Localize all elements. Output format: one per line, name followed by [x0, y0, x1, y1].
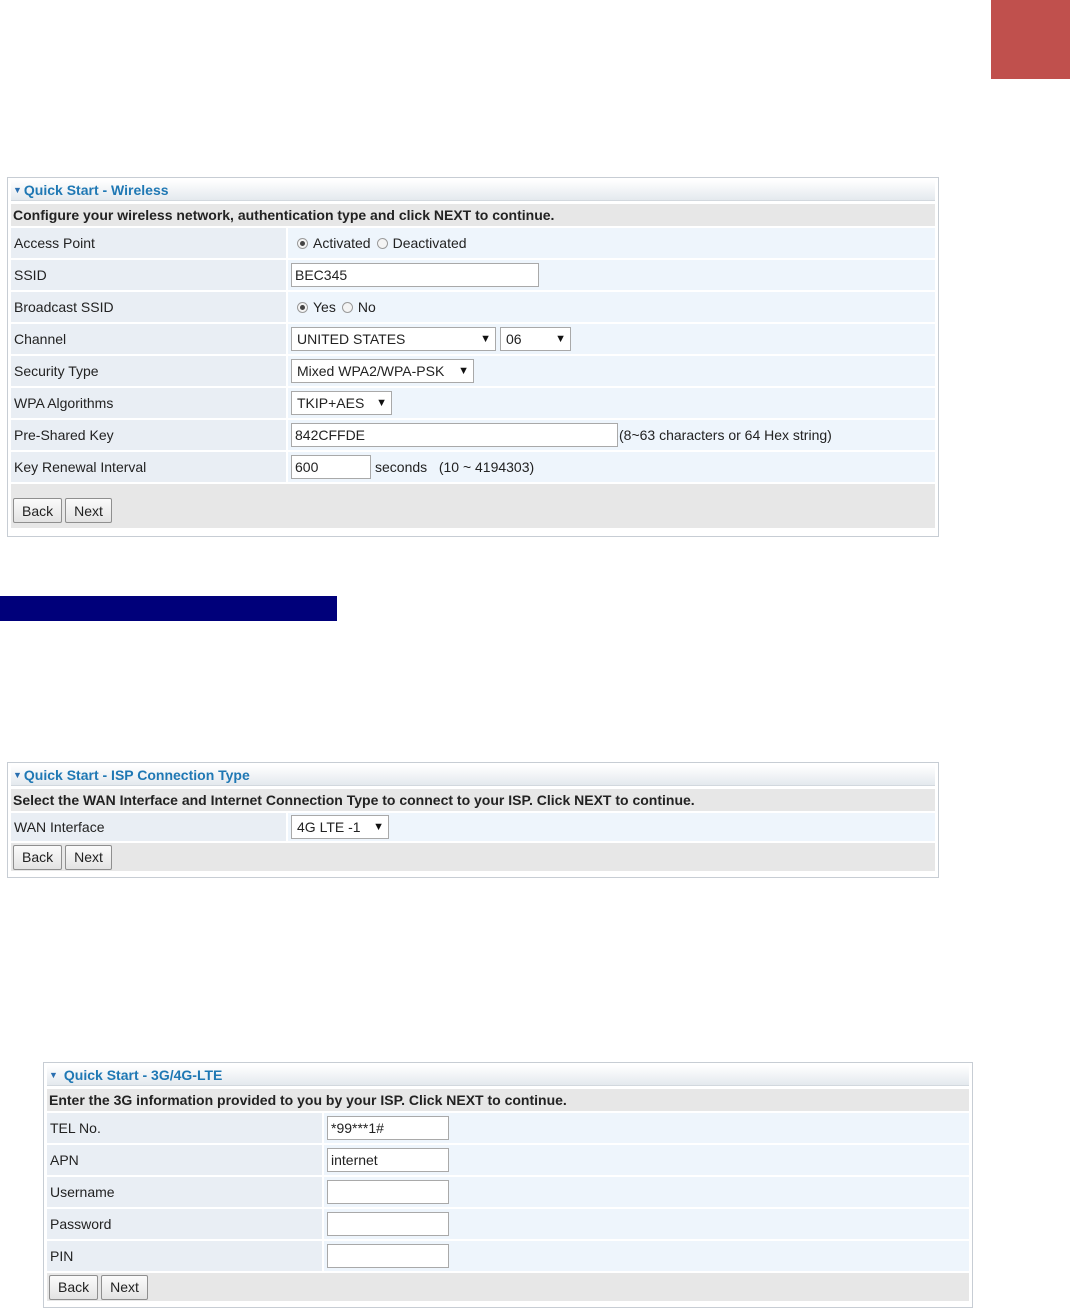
isp-panel-title: Quick Start - ISP Connection Type: [23, 767, 250, 783]
pre-shared-key-hint: (8~63 characters or 64 Hex string): [619, 427, 832, 443]
access-point-activated-radio[interactable]: [297, 238, 308, 249]
access-point-row: [11, 228, 935, 258]
apn-row: [47, 1145, 969, 1175]
key-renewal-value: [288, 452, 935, 482]
ssid-label: SSID: [11, 260, 286, 290]
security-type-selected: Mixed WPA2/WPA-PSK: [297, 363, 445, 379]
isp-panel-header[interactable]: [11, 765, 935, 786]
lte-panel: [43, 1062, 973, 1308]
tel-no-label: TEL No.: [47, 1113, 322, 1143]
pre-shared-key-value: [288, 420, 935, 450]
wan-interface-row: [11, 813, 935, 841]
channel-country-value: UNITED STATES: [297, 331, 406, 347]
key-renewal-hint: seconds (10 ~ 4194303): [375, 459, 535, 475]
back-button[interactable]: Back: [13, 498, 62, 523]
security-type-select[interactable]: [291, 359, 474, 383]
next-button[interactable]: Next: [65, 498, 112, 523]
security-type-row: [11, 356, 935, 386]
channel-row: [11, 324, 935, 354]
password-input[interactable]: [327, 1212, 449, 1236]
page-corner-tab: [991, 0, 1070, 79]
pin-input[interactable]: [327, 1244, 449, 1268]
wpa-algorithms-select[interactable]: [291, 391, 392, 415]
collapse-triangle-icon: ▼: [49, 1070, 58, 1080]
broadcast-ssid-yes-radio[interactable]: [297, 302, 308, 313]
wpa-algorithms-value: [288, 388, 935, 418]
ssid-row: [11, 260, 935, 290]
collapse-triangle-icon: ▼: [13, 770, 22, 780]
apn-input[interactable]: internet: [327, 1148, 449, 1172]
lte-description: Enter the 3G information provided to you by your ISP. Click NEXT to continue.: [47, 1089, 969, 1111]
pre-shared-key-row: [11, 420, 935, 450]
apn-label: APN: [47, 1145, 322, 1175]
username-row: [47, 1177, 969, 1207]
broadcast-ssid-label: Broadcast SSID: [11, 292, 286, 322]
wpa-algorithms-label: WPA Algorithms: [11, 388, 286, 418]
wan-interface-label: WAN Interface: [11, 813, 286, 841]
username-input[interactable]: [327, 1180, 449, 1204]
wan-interface-select[interactable]: [291, 815, 389, 839]
password-label: Password: [47, 1209, 322, 1239]
wireless-panel-title: Quick Start - Wireless: [23, 182, 169, 198]
broadcast-ssid-no-label: No: [357, 299, 376, 315]
key-renewal-row: [11, 452, 935, 482]
broadcast-ssid-no-radio[interactable]: [342, 302, 353, 313]
password-value: [324, 1209, 969, 1239]
wpa-algorithms-selected: TKIP+AES: [297, 395, 365, 411]
next-button[interactable]: Next: [101, 1275, 148, 1300]
access-point-deactivated-radio[interactable]: [377, 238, 388, 249]
back-button[interactable]: Back: [49, 1275, 98, 1300]
ssid-input[interactable]: BEC345: [291, 263, 539, 287]
tel-no-value: [324, 1113, 969, 1143]
pin-label: PIN: [47, 1241, 322, 1271]
dropdown-arrow-icon: ▼: [373, 821, 384, 833]
access-point-activated-label: Activated: [313, 235, 371, 251]
channel-label: Channel: [11, 324, 286, 354]
key-renewal-input[interactable]: 600: [291, 455, 371, 479]
wireless-panel-header[interactable]: [11, 180, 935, 201]
isp-panel: [7, 762, 939, 878]
isp-footer: [11, 843, 935, 871]
access-point-label: Access Point: [11, 228, 286, 258]
dropdown-arrow-icon: ▼: [555, 333, 566, 345]
wireless-footer: [11, 484, 935, 528]
ssid-value: [288, 260, 935, 290]
key-renewal-label: Key Renewal Interval: [11, 452, 286, 482]
broadcast-ssid-row: [11, 292, 935, 322]
pin-value: [324, 1241, 969, 1271]
access-point-deactivated-label: Deactivated: [392, 235, 467, 251]
dropdown-arrow-icon: ▼: [376, 397, 387, 409]
dropdown-arrow-icon: ▼: [480, 333, 491, 345]
tel-no-row: [47, 1113, 969, 1143]
lte-panel-title: Quick Start - 3G/4G-LTE: [63, 1067, 223, 1083]
tel-no-input[interactable]: *99***1#: [327, 1116, 449, 1140]
username-value: [324, 1177, 969, 1207]
wireless-description: Configure your wireless network, authentication type and click NEXT to continue.: [11, 204, 935, 226]
channel-country-select[interactable]: [291, 327, 496, 351]
next-button[interactable]: Next: [65, 845, 112, 870]
channel-value: [288, 324, 935, 354]
wireless-panel: [7, 177, 939, 537]
wpa-algorithms-row: [11, 388, 935, 418]
isp-description: Select the WAN Interface and Internet Connection Type to connect to your ISP. Click NEXT to continue.: [11, 789, 935, 811]
wan-interface-selected: 4G LTE -1: [297, 819, 361, 835]
lte-panel-header[interactable]: [47, 1065, 969, 1086]
apn-value: [324, 1145, 969, 1175]
lte-footer: [47, 1273, 969, 1301]
channel-number-value: 06: [506, 331, 522, 347]
security-type-value: [288, 356, 935, 386]
pre-shared-key-input[interactable]: 842CFFDE: [291, 423, 618, 447]
dropdown-arrow-icon: ▼: [458, 365, 469, 377]
channel-number-select[interactable]: [500, 327, 571, 351]
wan-interface-value: [288, 813, 935, 841]
back-button[interactable]: Back: [13, 845, 62, 870]
pre-shared-key-label: Pre-Shared Key: [11, 420, 286, 450]
collapse-triangle-icon: ▼: [13, 185, 22, 195]
pin-row: [47, 1241, 969, 1271]
password-row: [47, 1209, 969, 1239]
section-heading-bar: [0, 596, 337, 621]
access-point-value: [288, 228, 935, 258]
security-type-label: Security Type: [11, 356, 286, 386]
broadcast-ssid-yes-label: Yes: [313, 299, 336, 315]
broadcast-ssid-value: [288, 292, 935, 322]
username-label: Username: [47, 1177, 322, 1207]
